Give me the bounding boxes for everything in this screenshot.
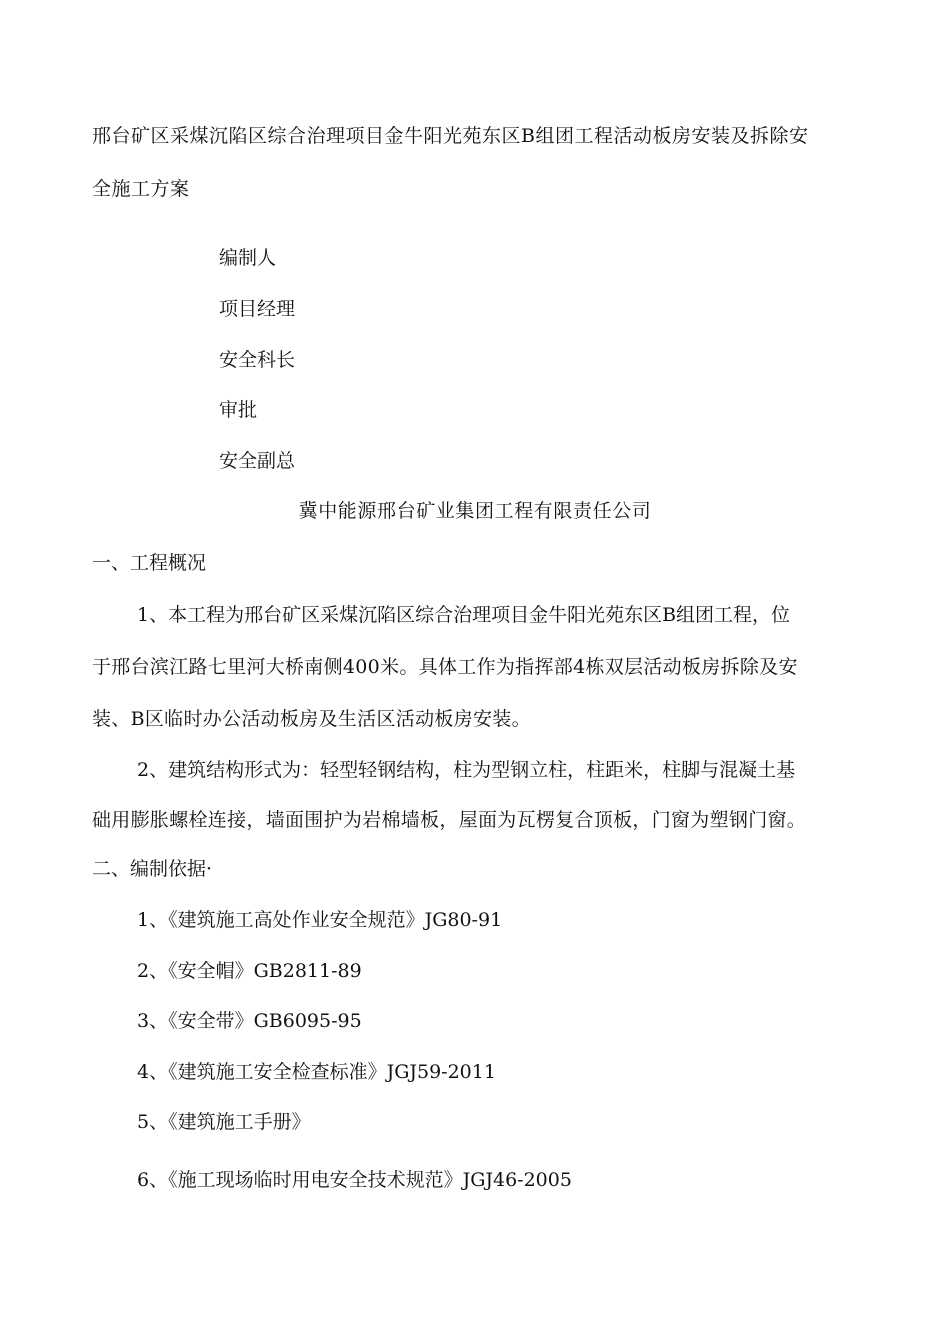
signature-safety-chief-label: 安全科长: [219, 349, 296, 371]
section-1-paragraph-1-line-1: 1、本工程为邢台矿区采煤沉陷区综合治理项目金牛阳光苑东区B组团工程，位: [137, 604, 791, 626]
section-1-paragraph-1-line-3: 装、B区临时办公活动板房及生活区活动板房安装。: [92, 708, 531, 730]
section-1-paragraph-1-line-2: 于邢台滨江路七里河大桥南侧400米。具体工作为指挥部4栋双层活动板房拆除及安: [92, 656, 798, 678]
section-1-paragraph-2-line-2: 础用膨胀螺栓连接，墙面围护为岩棉墙板，屋面为瓦楞复合顶板，门窗为塑钢门窗。: [92, 809, 807, 831]
reference-item-2: 2、《安全帽》GB2811-89: [137, 960, 362, 982]
signature-compiler-label: 编制人: [219, 247, 277, 269]
reference-item-1: 1、《建筑施工高处作业安全规范》JG80-91: [137, 909, 503, 931]
document-title-line-1: 邢台矿区采煤沉陷区综合治理项目金牛阳光苑东区B组团工程活动板房安装及拆除安: [92, 125, 809, 147]
signature-approval-label: 审批: [219, 399, 258, 421]
signature-safety-deputy-label: 安全副总: [219, 450, 296, 472]
reference-item-3: 3、《安全带》GB6095-95: [137, 1010, 362, 1032]
reference-item-4: 4、《建筑施工安全检查标准》JGJ59-2011: [137, 1061, 496, 1083]
reference-item-5: 5、《建筑施工手册》: [137, 1111, 311, 1133]
document-title-line-2: 全施工方案: [92, 178, 190, 200]
signature-project-manager-label: 项目经理: [219, 298, 296, 320]
section-1-heading: 一、工程概况: [92, 552, 207, 574]
section-1-paragraph-2-line-1: 2、建筑结构形式为：轻型轻钢结构，柱为型钢立柱，柱距米，柱脚与混凝土基: [137, 759, 796, 781]
reference-item-6: 6、《施工现场临时用电安全技术规范》JGJ46-2005: [137, 1169, 572, 1191]
company-name: 冀中能源邢台矿业集团工程有限责任公司: [298, 500, 652, 522]
section-2-heading: 二、编制依据·: [92, 858, 213, 880]
